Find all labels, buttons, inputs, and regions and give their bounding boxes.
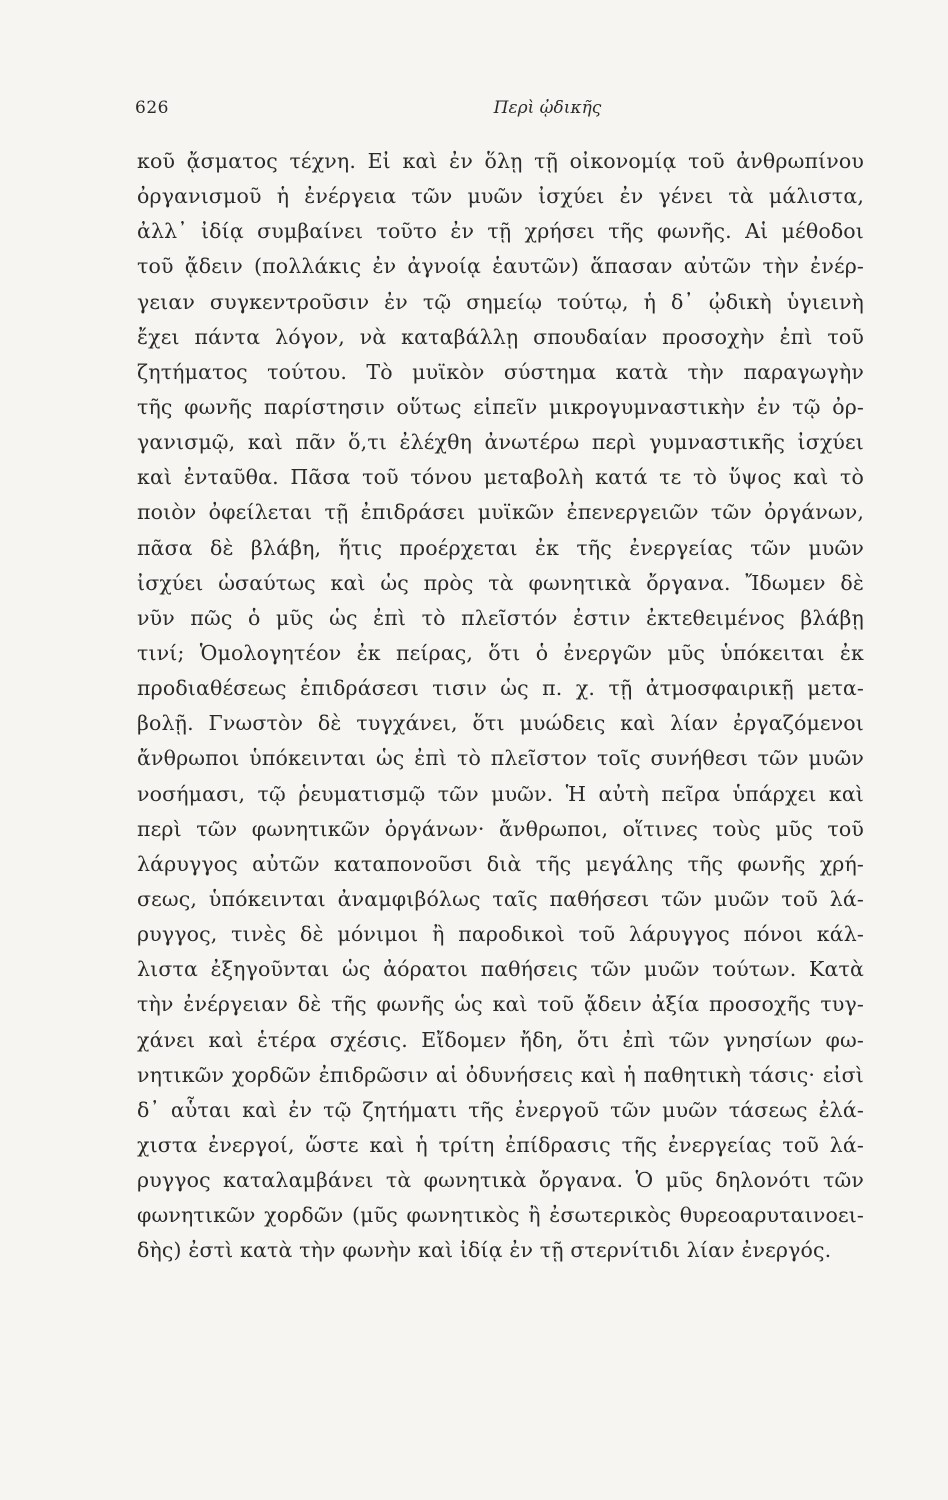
text-line: προδιαθέσεως ἐπιδράσεσι τισιν ὡς π. χ. τῇ ἀτμοσφαιρικῇ μετα- — [137, 676, 864, 701]
text-line: χάνει καὶ ἑτέρα σχέσις. Εἴδομεν ἤδη, ὅτι ἐπὶ τῶν γνησίων φω- — [137, 1027, 864, 1052]
text-line: τῆς φωνῆς παρίστησιν οὕτως εἰπεῖν μικρογυμναστικὴν ἐν τῷ ὀρ- — [137, 394, 864, 419]
text-line: ποιὸν ὀφείλεται τῇ ἐπιδράσει μυϊκῶν ἐπενεργειῶν τῶν ὀργάνων, — [137, 500, 864, 525]
text-line: ἔχει πάντα λόγον, νὰ καταβάλλῃ σπουδαίαν προσοχὴν ἐπὶ τοῦ — [137, 324, 864, 349]
running-title: Περὶ ᾠδικῆς — [493, 98, 602, 118]
text-line: νῦν πῶς ὁ μῦς ὡς ἐπὶ τὸ πλεῖστόν ἐστιν ἐκτεθειμένος βλάβῃ — [137, 605, 864, 630]
text-line: ἄνθρωποι ὑπόκεινται ὡς ἐπὶ τὸ πλεῖστον τοῖς συνήθεσι τῶν μυῶν — [137, 746, 864, 771]
text-line: τοῦ ᾄδειν (πολλάκις ἐν ἀγνοίᾳ ἑαυτῶν) ἅπασαν αὐτῶν τὴν ἐνέρ- — [137, 254, 864, 279]
page-header — [135, 98, 865, 128]
text-line: δὴς) ἐστὶ κατὰ τὴν φωνὴν καὶ ἰδίᾳ ἐν τῇ στερνίτιδι λίαν ἐνεργός. — [137, 1238, 832, 1263]
text-line: νητικῶν χορδῶν ἐπιδρῶσιν αἱ ὀδυνήσεις καὶ ἡ παθητικὴ τάσις· εἰσὶ — [137, 1062, 864, 1087]
text-line: γειαν συγκεντροῦσιν ἐν τῷ σημείῳ τούτῳ, ἡ δ᾽ ᾠδικὴ ὑγιεινὴ — [137, 289, 864, 314]
text-line: λιστα ἐξηγοῦνται ὡς ἀόρατοι παθήσεις τῶν μυῶν τούτων. Κατὰ — [137, 957, 864, 982]
text-line: ὀργανισμοῦ ἡ ἐνέργεια τῶν μυῶν ἰσχύει ἐν γένει τὰ μάλιστα, — [137, 184, 864, 209]
text-line: τινί; Ὁμολογητέον ἐκ πείρας, ὅτι ὁ ἐνεργῶν μῦς ὑπόκειται ἐκ — [137, 640, 864, 665]
text-line: λάρυγγος αὐτῶν καταπονοῦσι διὰ τῆς μεγάλης τῆς φωνῆς χρή- — [137, 851, 864, 876]
text-line: γανισμῷ, καὶ πᾶν ὅ,τι ἐλέχθη ἀνωτέρω περὶ γυμναστικῆς ἰσχύει — [137, 430, 864, 455]
text-line: πᾶσα δὲ βλάβη, ἥτις προέρχεται ἐκ τῆς ἐνεργείας τῶν μυῶν — [137, 535, 864, 560]
text-line: χιστα ἐνεργοί, ὥστε καὶ ἡ τρίτη ἐπίδρασις τῆς ἐνεργείας τοῦ λά- — [137, 1132, 864, 1157]
text-line: σεως, ὑπόκεινται ἀναμφιβόλως ταῖς παθήσεσι τῶν μυῶν τοῦ λά- — [137, 886, 864, 911]
text-line: φωνητικῶν χορδῶν (μῦς φωνητικὸς ἢ ἐσωτερικὸς θυρεοαρυταινοει- — [137, 1203, 864, 1228]
text-line: κοῦ ᾄσματος τέχνη. Εἰ καὶ ἐν ὅλῃ τῇ οἰκονομίᾳ τοῦ ἀνθρωπίνου — [137, 149, 864, 173]
text-line: ρυγγος, τινὲς δὲ μόνιμοι ἢ παροδικοὶ τοῦ λάρυγγος πόνοι κάλ- — [137, 922, 864, 947]
text-line: νοσήμασι, τῷ ῥευματισμῷ τῶν μυῶν. Ἡ αὐτὴ πεῖρα ὑπάρχει καὶ — [137, 781, 864, 806]
text-line: ἀλλ᾽ ἰδίᾳ συμβαίνει τοῦτο ἐν τῇ χρήσει τῆς φωνῆς. Αἱ μέθοδοι — [137, 219, 864, 244]
text-line: βολῇ. Γνωστὸν δὲ τυγχάνει, ὅτι μυώδεις καὶ λίαν ἐργαζόμενοι — [137, 711, 864, 736]
text-line: τὴν ἐνέργειαν δὲ τῆς φωνῆς ὡς καὶ τοῦ ᾄδειν ἀξία προσοχῆς τυγ- — [137, 992, 864, 1017]
text-line: δ᾽ αὗται καὶ ἐν τῷ ζητήματι τῆς ἐνεργοῦ τῶν μυῶν τάσεως ἐλά- — [137, 1097, 864, 1122]
text-line: περὶ τῶν φωνητικῶν ὀργάνων· ἄνθρωποι, οἵτινες τοὺς μῦς τοῦ — [137, 816, 864, 841]
page-number: 626 — [135, 98, 169, 118]
text-line: καὶ ἐνταῦθα. Πᾶσα τοῦ τόνου μεταβολὴ κατά τε τὸ ὕψος καὶ τὸ — [137, 465, 864, 490]
text-line: ρυγγος καταλαμβάνει τὰ φωνητικὰ ὄργανα. Ὁ μῦς δηλονότι τῶν — [137, 1168, 864, 1193]
text-line: ἰσχύει ὡσαύτως καὶ ὡς πρὸς τὰ φωνητικὰ ὄργανα. Ἴδωμεν δὲ — [137, 570, 864, 595]
body-text — [137, 144, 864, 1269]
text-line: ζητήματος τούτου. Τὸ μυϊκὸν σύστημα κατὰ τὴν παραγωγὴν — [137, 359, 864, 384]
